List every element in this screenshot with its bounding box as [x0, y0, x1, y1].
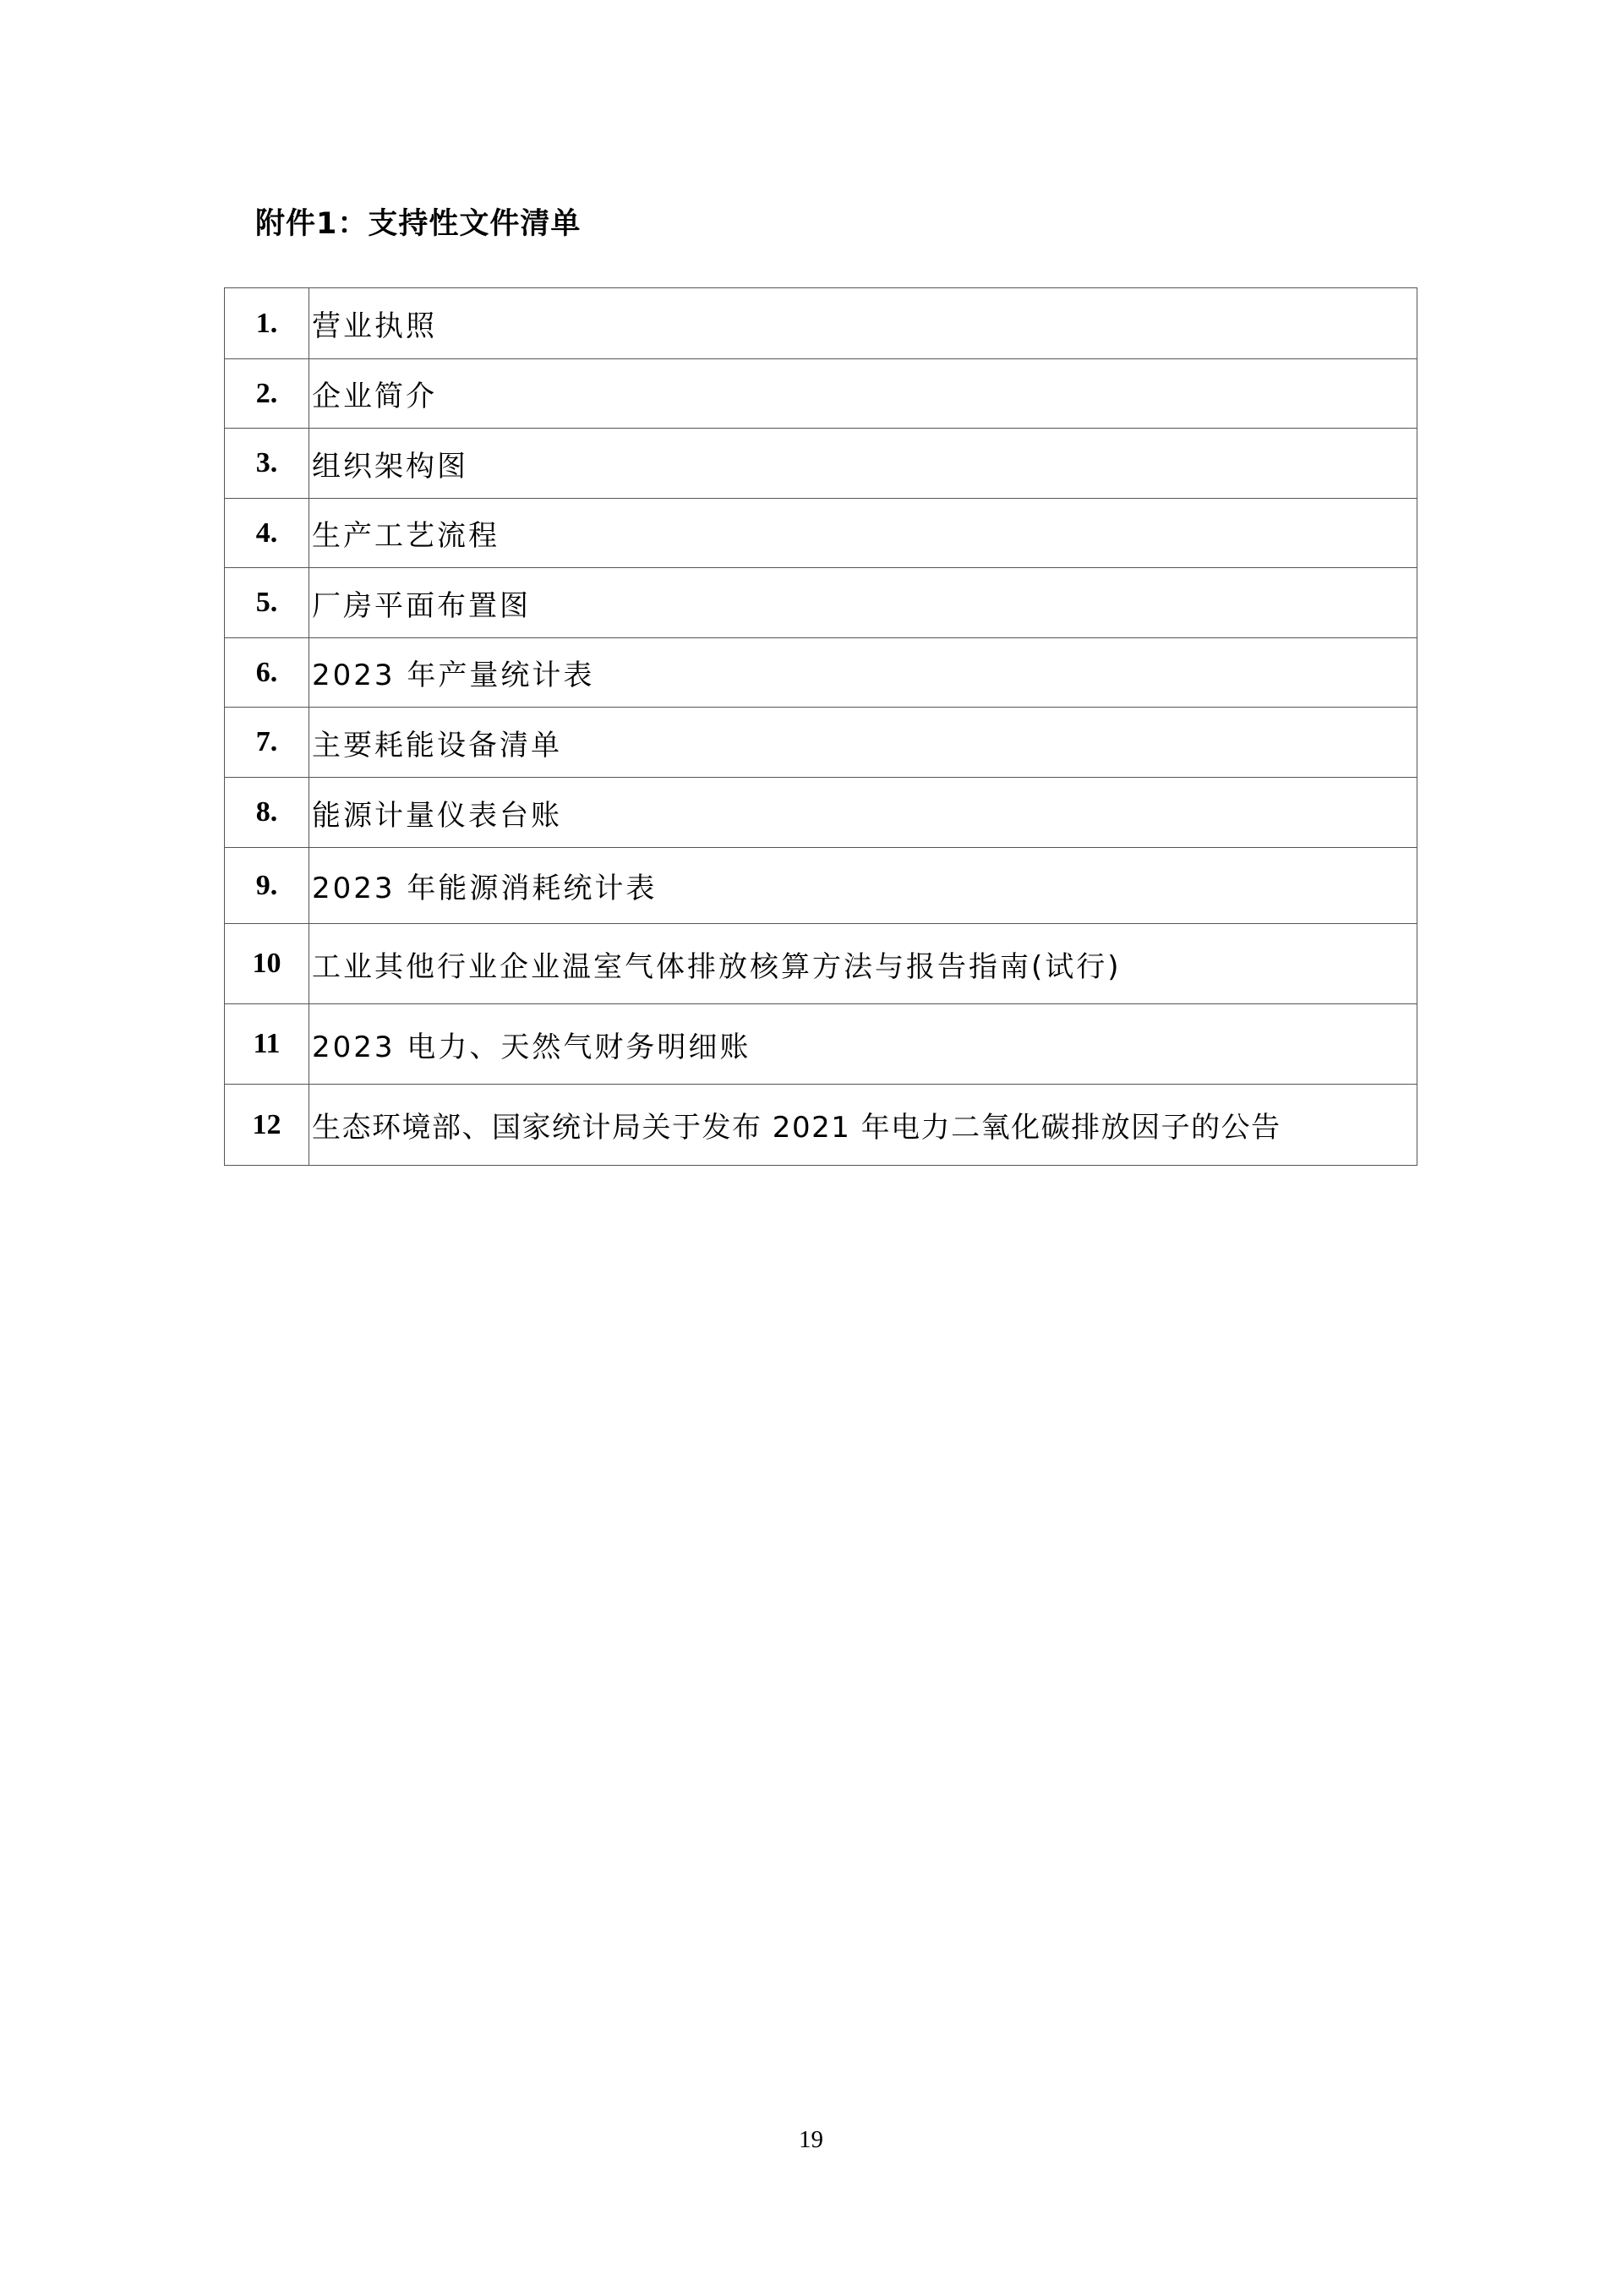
row-text: 2023 电力、天然气财务明细账 — [309, 1004, 1417, 1085]
table-row — [225, 568, 1417, 638]
table-row — [225, 638, 1417, 708]
row-number: 10 — [225, 924, 309, 1004]
table-row — [225, 429, 1417, 499]
page-heading: 附件1：支持性文件清单 — [255, 207, 582, 241]
table-row — [225, 848, 1417, 924]
row-number: 3. — [225, 429, 309, 499]
row-number: 6. — [225, 638, 309, 708]
table-row — [225, 708, 1417, 778]
supporting-documents-table — [224, 287, 1417, 1166]
table-row — [225, 1085, 1417, 1166]
row-text: 工业其他行业企业温室气体排放核算方法与报告指南(试行) — [309, 924, 1417, 1004]
row-number: 11 — [225, 1004, 309, 1085]
page-number: 19 — [799, 2126, 823, 2153]
row-text: 能源计量仪表台账 — [309, 778, 1417, 848]
row-number: 2. — [225, 359, 309, 429]
row-text: 组织架构图 — [309, 429, 1417, 499]
table-row — [225, 499, 1417, 568]
row-text: 主要耗能设备清单 — [309, 708, 1417, 778]
table-row — [225, 288, 1417, 359]
row-number: 5. — [225, 568, 309, 638]
row-text: 2023 年产量统计表 — [309, 638, 1417, 708]
row-text: 企业简介 — [309, 359, 1417, 429]
row-number: 9. — [225, 848, 309, 924]
row-number: 7. — [225, 708, 309, 778]
row-text: 营业执照 — [309, 288, 1417, 359]
row-text: 厂房平面布置图 — [309, 568, 1417, 638]
row-number: 8. — [225, 778, 309, 848]
table-row — [225, 924, 1417, 1004]
table-row — [225, 1004, 1417, 1085]
row-text: 生态环境部、国家统计局关于发布 2021 年电力二氧化碳排放因子的公告 — [309, 1085, 1417, 1166]
row-number: 1. — [225, 288, 309, 359]
row-number: 12 — [225, 1085, 309, 1166]
row-text: 生产工艺流程 — [309, 499, 1417, 568]
row-number: 4. — [225, 499, 309, 568]
table-row — [225, 778, 1417, 848]
row-text: 2023 年能源消耗统计表 — [309, 848, 1417, 924]
table-row — [225, 359, 1417, 429]
